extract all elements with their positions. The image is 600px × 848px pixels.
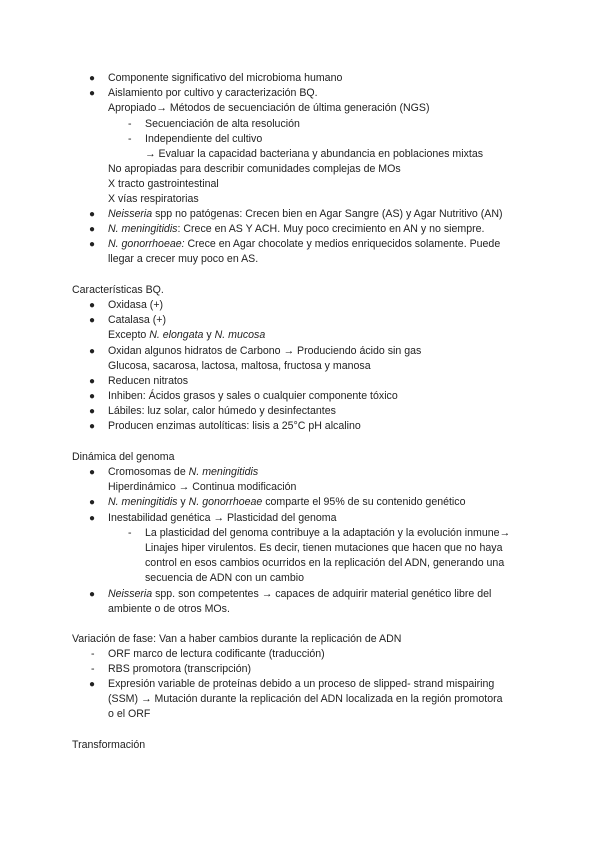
text-line: [108, 207, 503, 222]
text-span: spp no patógenas: Crecen bien en Agar Sangre (AS) y Agar Nutritivo (AN): [152, 208, 503, 220]
species-name: N. meningitidis: [188, 466, 259, 478]
text-line: Apropiado→ Métodos de secuenciación de última generación (NGS): [108, 102, 430, 114]
species-name: N. meningitidis: [108, 223, 178, 235]
text-line: ambiente o de otros MOs.: [108, 603, 230, 615]
text-line: → Evaluar la capacidad bacteriana y abundancia en poblaciones mixtas: [145, 148, 484, 160]
text-span: y: [177, 496, 189, 508]
text-line: No apropiadas para describir comunidades complejas de MOs: [108, 163, 401, 175]
text-line: Independiente del cultivo: [145, 133, 263, 145]
bullet: ●: [89, 376, 96, 387]
text-line: Expresión variable de proteínas debido a un proceso de slipped- strand mispairing: [108, 678, 495, 690]
text-span: : Crece en AS Y ACH. Muy poco crecimiento en AN y no siempre.: [177, 223, 485, 235]
bullet: ●: [89, 88, 96, 99]
section-heading: Características BQ.: [72, 284, 164, 296]
bullet: ●: [89, 406, 96, 417]
dash: -: [128, 133, 132, 145]
bullet: ●: [89, 513, 96, 524]
bullet: ●: [89, 467, 96, 478]
bullet: ●: [89, 679, 96, 690]
text-line: X vías respiratorias: [108, 193, 199, 205]
species-name: N. mucosa: [214, 329, 266, 341]
text-line: control en esos cambios ocurridos en la replicación del ADN, generando una: [145, 557, 505, 569]
bullet: ●: [89, 391, 96, 402]
section-heading: Variación de fase: Van a haber cambios durante la replicación de ADN: [72, 633, 402, 645]
text-line: Glucosa, sacarosa, lactosa, maltosa, fructosa y manosa: [108, 360, 371, 372]
text-span: comparte el 95% de su contenido genético: [262, 496, 466, 508]
text-span: spp. son competentes → capaces de adquirir material genético libre del: [152, 588, 492, 600]
text-line: Componente significativo del microbioma humano: [108, 72, 343, 84]
text-line: Reducen nitratos: [108, 375, 189, 387]
text-span: Cromosomas de: [108, 466, 189, 478]
text-line: X tracto gastrointestinal: [108, 178, 219, 190]
species-name: N. elongata: [149, 329, 204, 341]
text-line: [108, 328, 265, 343]
text-line: RBS promotora (transcripción): [108, 663, 252, 675]
text-line: [108, 222, 484, 237]
text-line: llegar a crecer muy poco en AS.: [108, 253, 259, 265]
bullet: ●: [89, 73, 96, 84]
text-span: Crece en Agar chocolate y medios enriquecidos solamente. Puede: [184, 238, 501, 250]
text-line: Secuenciación de alta resolución: [145, 118, 300, 130]
text-line: ORF marco de lectura codificante (traducción): [108, 648, 325, 660]
section-heading: Transformación: [72, 739, 146, 751]
text-span: y: [203, 329, 215, 341]
text-line: Catalasa (+): [108, 314, 166, 326]
bullet: ●: [89, 224, 96, 235]
text-line: Inhiben: Ácidos grasos y sales o cualquier componente tóxico: [108, 390, 398, 402]
bullet: ●: [89, 497, 96, 508]
species-name: Neisseria: [108, 208, 153, 220]
bullet: ●: [89, 300, 96, 311]
text-line: [108, 495, 465, 510]
dash: -: [91, 663, 95, 675]
text-line: [108, 237, 500, 252]
section-heading: Dinámica del genoma: [72, 451, 175, 463]
species-name: N. gonorrhoeae:: [108, 238, 185, 250]
species-name: N. meningitidis: [108, 496, 178, 508]
species-name: N. gonorrhoeae: [188, 496, 263, 508]
text-line: Oxidan algunos hidratos de Carbono → Produciendo ácido sin gas: [108, 345, 422, 357]
text-span: Excepto: [108, 329, 150, 341]
dash: -: [128, 527, 132, 539]
text-line: La plasticidad del genoma contribuye a la adaptación y la evolución inmune→: [145, 527, 511, 539]
bullet: ●: [89, 421, 96, 432]
text-line: [108, 465, 258, 480]
dash: -: [91, 648, 95, 660]
text-line: Hiperdinámico → Continua modificación: [108, 481, 297, 493]
text-line: o el ORF: [108, 708, 151, 720]
bullet: ●: [89, 315, 96, 326]
text-line: Producen enzimas autolíticas: lisis a 25°C pH alcalino: [108, 420, 361, 432]
bullet: ●: [89, 346, 96, 357]
text-line: Lábiles: luz solar, calor húmedo y desinfectantes: [108, 405, 336, 417]
text-line: Aislamiento por cultivo y caracterización BQ.: [108, 87, 318, 99]
bullet: ●: [89, 239, 96, 250]
text-line: Inestabilidad genética → Plasticidad del genoma: [108, 512, 337, 524]
dash: -: [128, 118, 132, 130]
bullet: ●: [89, 589, 96, 600]
text-line: secuencia de ADN con un cambio: [145, 572, 304, 584]
bullet: ●: [89, 209, 96, 220]
text-line: [108, 587, 491, 602]
text-line: Oxidasa (+): [108, 299, 164, 311]
text-line: (SSM) → Mutación durante la replicación del ADN localizada en la región promotora: [108, 693, 503, 705]
text-line: Linajes hiper virulentos. Es decir, tienen mutaciones que hacen que no haya: [145, 542, 503, 554]
species-name: Neisseria: [108, 588, 153, 600]
